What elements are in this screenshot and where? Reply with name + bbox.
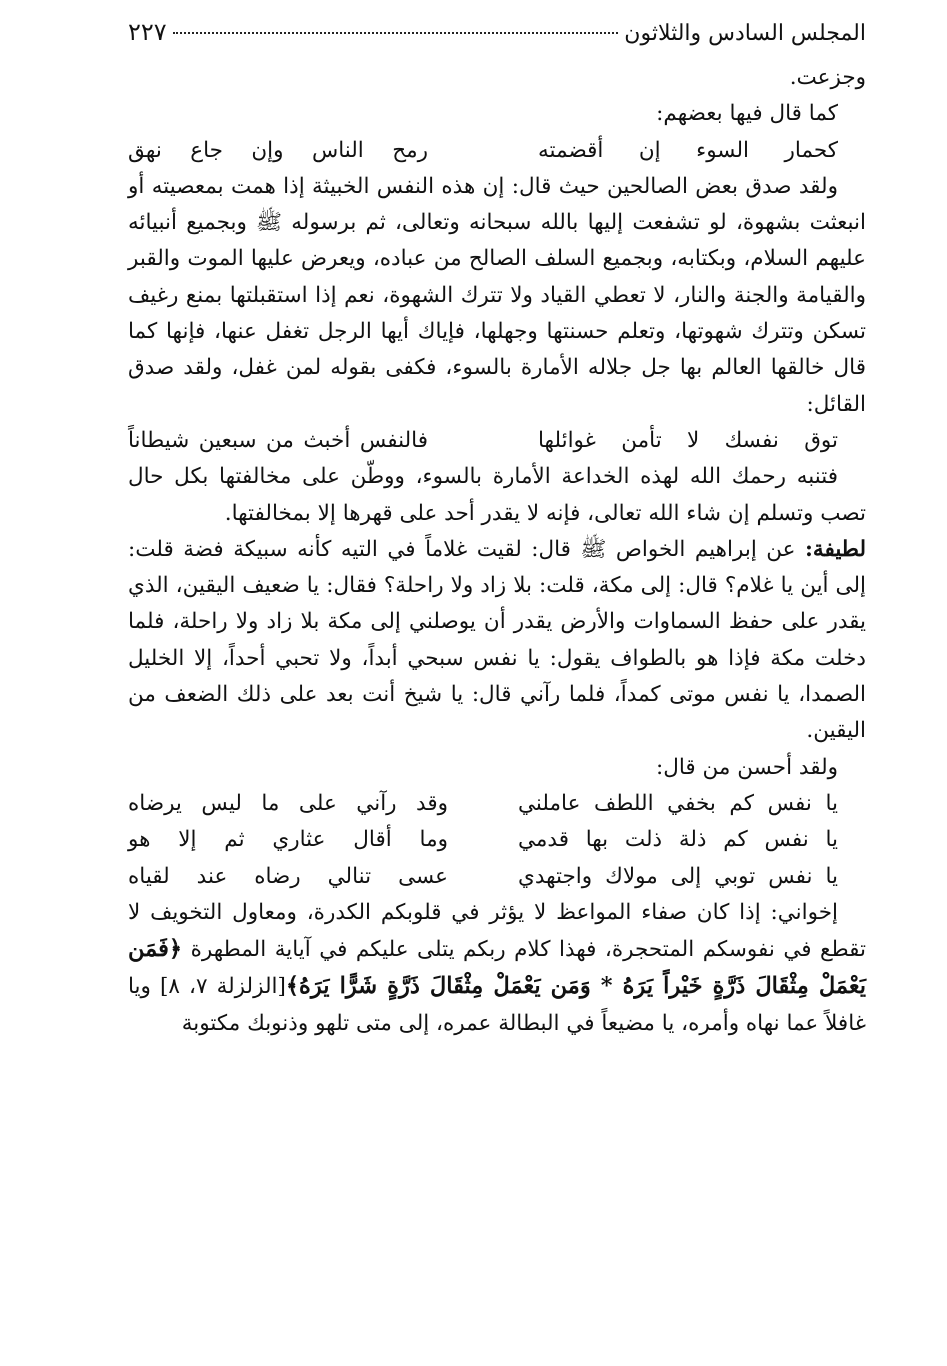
verse-second-hemistich: وما أقال عثاري ثم إلا هو (128, 827, 448, 853)
quran-verse: ﴿فَمَن يَعْمَلْ مِثْقَالَ ذَرَّةٍ خَيْراً يَرَهُ * وَمَن يَعْمَلْ مِثْقَالَ ذَرَّةٍ شَرًّا يَرَهُ﴾ (128, 936, 866, 1000)
page-body (128, 60, 866, 1042)
paragraph-anecdote (128, 532, 866, 750)
paragraph-admonition: فتنبه رحمك الله لهذه الخداعة الأمارة بالسوء، ووطّن على مخالفتها بكل حال تصب وتسلم إن شاء الله تعالى، فإنه لا يقدر أحد على قهرها إلا بمخالفتها. (128, 464, 866, 526)
exhortation-continuation: [الزلزلة ٧، ٨] ويا غافلاً عما نهاه وأمره، يا مضيعاً في البطالة عمره، إلى متى تلهو وذنوبك مكتوبة (128, 974, 866, 1036)
paragraph-poem-intro: ولقد أحسن من قال: (656, 754, 838, 780)
paragraph-exhortation (128, 895, 866, 1042)
book-page (128, 18, 866, 1042)
page-number: ٢٢٧ (128, 18, 167, 46)
verse-second-hemistich: عسى تنالي رضاه عند لقياه (128, 863, 448, 889)
verse-first-hemistich: توق نفسك لا تأمن غوائلها (538, 427, 838, 453)
verse-line (128, 859, 866, 895)
verse-first-hemistich: يا نفس كم ذلة ذلت بها قدمي (518, 827, 838, 853)
verse-first-hemistich: يا نفس توبي إلى مولاك واجتهدي (518, 863, 838, 889)
header-dot-leader (173, 32, 619, 34)
poem (128, 786, 866, 895)
verse-line (128, 423, 866, 459)
verse-line (128, 786, 866, 822)
verse-first-hemistich: يا نفس كم بخفي اللطف عاملني (518, 790, 838, 816)
verse-line (128, 822, 866, 858)
exhortation-text: إخواني: إذا كان صفاء المواعظ لا يؤثر في قلوبكم الكدرة، ومعاول التخويف لا تقطع في نفوسكم المتحجرة، فهذا كلام ربكم يتلى عليكم في آياية المطهرة (128, 899, 866, 963)
verse-line (128, 133, 866, 169)
anecdote-text: عن إبراهيم الخواص ﷺ قال: لقيت غلاماً في التيه كأنه سبيكة فضة قلت: إلى أين يا غلام؟ قال: إلى مكة، قلت: بلا زاد ولا راحلة؟ فقال: يا ضعيف اليقين، الذي يقدر على حفظ السماوات والأرض يقدر أن يوصلني إلى مكة بلا زاد ولا راحلة، فلما دخلت مكة فإذا هو بالطواف يقول: يا نفس سبحي أبداً، ولا تحبي أحداً، إلا الخليل الصمدا، يا نفس موتى كمداً، فلما رآني قال: يا شيخ أنت بعد على ذلك الضعف من اليقين. (128, 536, 866, 744)
verse-second-hemistich: رمح الناس وإن جاع نهق (128, 137, 428, 163)
verse-first-hemistich: كحمار السوء إن أقضمته (538, 137, 838, 163)
verse-second-hemistich: وقد رآني على ما ليس يرضاه (128, 790, 448, 816)
paragraph-verse-intro: كما قال فيها بعضهم: (656, 101, 838, 127)
anecdote-label: لطيفة: (804, 536, 866, 562)
paragraph-closing-word: وجزعت. (789, 65, 866, 90)
paragraph-saying: ولقد صدق بعض الصالحين حيث قال: إن هذه النفس الخبيثة إذا همت بمعصيته أو انبعثت بشهوة، لو تشفعت إليها بالله سبحانه وتعالى، ثم برسوله ﷺ وبجميع أنبيائه عليهم السلام، وبكتابه، وبجميع السلف الصالح من عباده، ويعرض عليها الموت والقبر والقيامة والجنة والنار، لا تعطي القياد ولا تترك الشهوة، نعم إذا استقبلتها بمنع رغيف تسكن وتترك شهوتها، وتعلم حسنتها وجهلها، فإياك أيها الرجل تغفل عنها، فإنها كما قال خالقها العالم بها جل جلاله الأمارة بالسوء، فكفى بقوله لمن غفل، ولقد صدق القائل: (128, 173, 866, 417)
verse-second-hemistich: فالنفس أخبث من سبعين شيطاناً (128, 427, 428, 453)
chapter-title: المجلس السادس والثلاثون (624, 21, 866, 46)
running-header (128, 18, 866, 60)
